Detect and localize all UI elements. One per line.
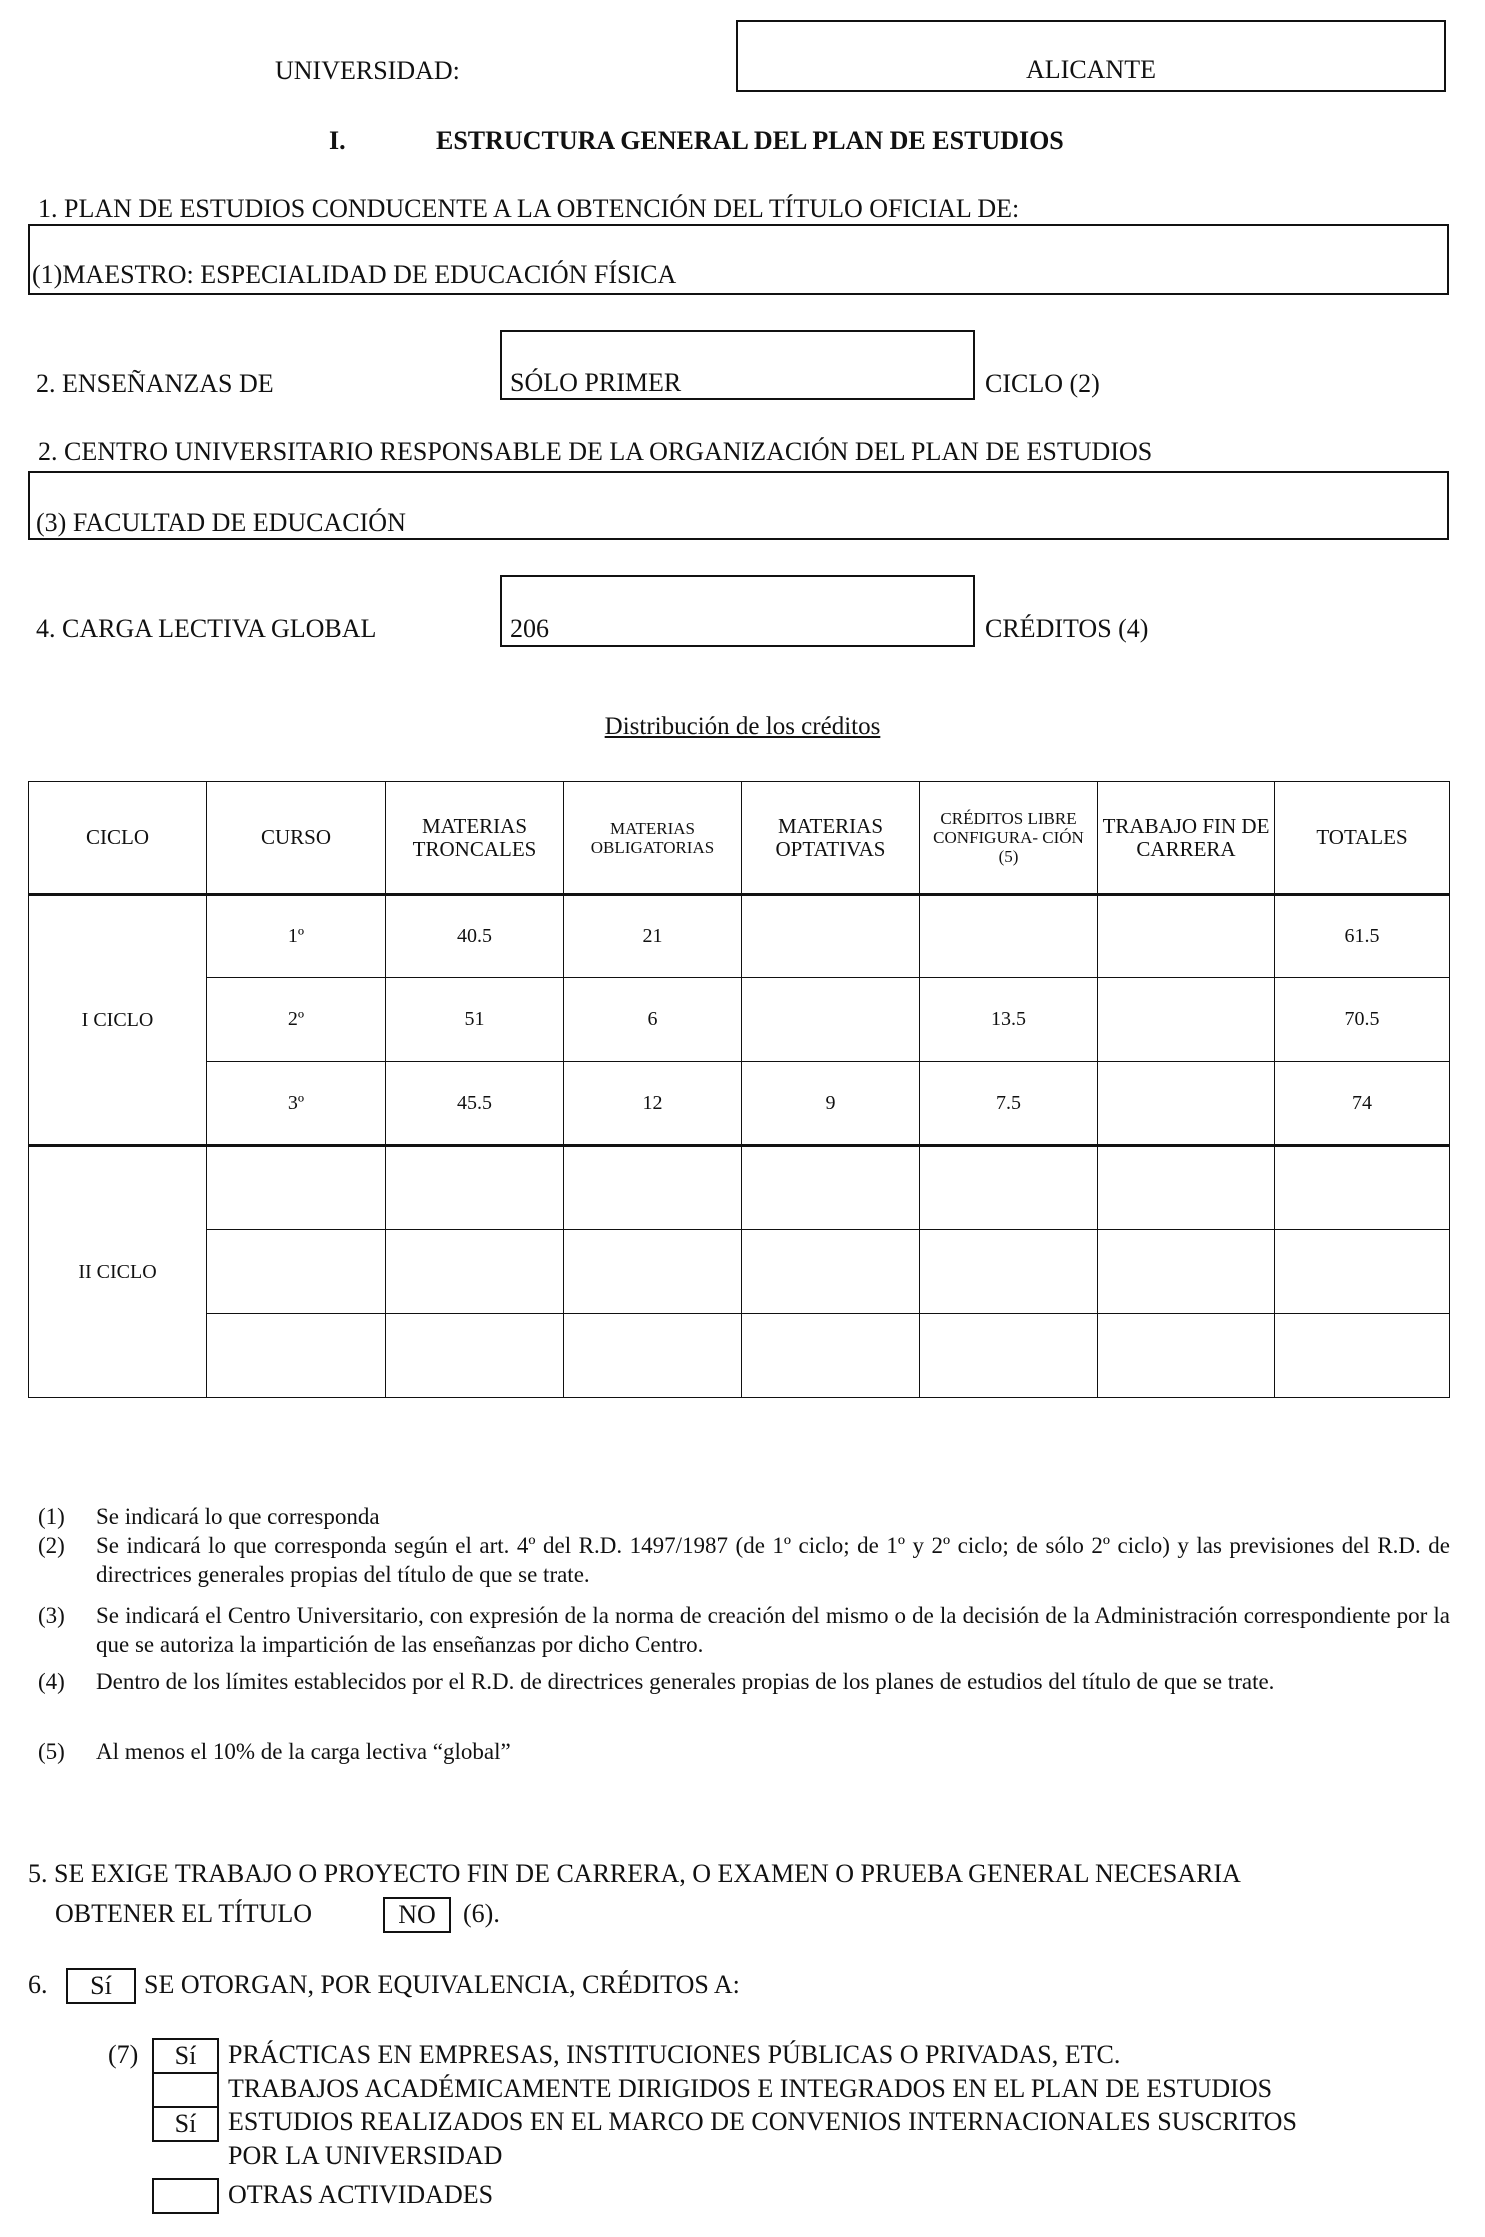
distribution-title: Distribución de los créditos (604, 713, 881, 740)
cell-optativas: 9 (742, 1062, 920, 1146)
header-libre: CRÉDITOS LIBRE CONFIGURA- CIÓN (5) (920, 782, 1098, 895)
header-trabajo: TRABAJO FIN DE CARRERA (1098, 782, 1275, 895)
item7-option-estudios-line2: POR LA UNIVERSIDAD (228, 2141, 503, 2170)
cell-optativas (742, 895, 920, 978)
header-obligatorias: MATERIAS OBLIGATORIAS (564, 782, 742, 895)
table-row (29, 1314, 1450, 1398)
cell-troncales: 45.5 (386, 1062, 564, 1146)
item7-check-estudios: Sí (152, 2106, 219, 2142)
item5-answer-box: NO (383, 1897, 451, 1933)
item5-line2-prefix: OBTENER EL TÍTULO (55, 1899, 313, 1928)
item7-option-trabajos: TRABAJOS ACADÉMICAMENTE DIRIGIDOS E INTEGRADOS EN EL PLAN DE ESTUDIOS (228, 2074, 1273, 2103)
item3-value: (3) FACULTAD DE EDUCACIÓN (36, 508, 406, 537)
cell-libre (920, 895, 1098, 978)
cell-optativas (742, 978, 920, 1062)
item7-option-estudios: ESTUDIOS REALIZADOS EN EL MARCO DE CONVENIOS INTERNACIONALES SUSCRITOS (228, 2107, 1297, 2136)
footnote-number: (1) (38, 1504, 65, 1529)
cell-obligatorias: 21 (564, 895, 742, 978)
universidad-value: ALICANTE (1026, 55, 1156, 84)
table-row (29, 1230, 1450, 1314)
item4-label: 4. CARGA LECTIVA GLOBAL (36, 614, 377, 643)
item7-check-otras (152, 2178, 219, 2214)
table-row (29, 895, 1450, 978)
footnote-text: Dentro de los límites establecidos por el R.D. de directrices generales propias de los planes de estudios del título de que se trate. (96, 1669, 1275, 1694)
cell-curso: 2º (207, 978, 386, 1062)
universidad-label: UNIVERSIDAD: (275, 56, 460, 85)
cell-totales: 61.5 (1275, 895, 1450, 978)
footnote-text: Se indicará lo que corresponda (96, 1504, 380, 1529)
section-number: I. (329, 126, 346, 155)
item4-suffix: CRÉDITOS (4) (985, 614, 1149, 643)
item6-number: 6. (28, 1970, 48, 1999)
item2-label: 2. ENSEÑANZAS DE (36, 369, 274, 398)
cell-curso: 1º (207, 895, 386, 978)
footnote-number: (5) (38, 1739, 65, 1764)
item4-box (500, 575, 975, 647)
item7-option-practicas: PRÁCTICAS EN EMPRESAS, INSTITUCIONES PÚBLICAS O PRIVADAS, ETC. (228, 2040, 1121, 2069)
cell-libre: 13.5 (920, 978, 1098, 1062)
item1-label: 1. PLAN DE ESTUDIOS CONDUCENTE A LA OBTENCIÓN DEL TÍTULO OFICIAL DE: (38, 194, 1020, 223)
footnote-number: (4) (38, 1669, 65, 1694)
cell-trabajo (1098, 1062, 1275, 1146)
table-row (29, 1062, 1450, 1146)
header-optativas: MATERIAS OPTATIVAS (742, 782, 920, 895)
footnote-number: (2) (38, 1533, 65, 1558)
item1-value: (1)MAESTRO: ESPECIALIDAD DE EDUCACIÓN FÍSICA (32, 260, 677, 289)
universidad-box (736, 20, 1446, 92)
header-ciclo: CICLO (29, 782, 207, 895)
item7-option-otras: OTRAS ACTIVIDADES (228, 2180, 494, 2209)
item4-value: 206 (510, 614, 549, 643)
item7-check-trabajos (152, 2072, 219, 2108)
footnote-text: Se indicará el Centro Universitario, con expresión de la norma de creación del mismo o de la decisión de la Administración correspondiente por la que se autoriza la impartición de las enseñanzas por dicho Centro. (96, 1603, 1450, 1657)
cell-obligatorias: 6 (564, 978, 742, 1062)
cell-totales: 74 (1275, 1062, 1450, 1146)
item1-box (28, 224, 1449, 295)
footnote-number: (3) (38, 1603, 65, 1628)
item3-label: 2. CENTRO UNIVERSITARIO RESPONSABLE DE LA ORGANIZACIÓN DEL PLAN DE ESTUDIOS (38, 437, 1153, 466)
cell-curso: 3º (207, 1062, 386, 1146)
item2-value: SÓLO PRIMER (510, 368, 682, 397)
item2-suffix: CICLO (2) (985, 369, 1100, 398)
header-totales: TOTALES (1275, 782, 1450, 895)
item6-answer-box: Sí (66, 1968, 136, 2004)
cell-troncales: 51 (386, 978, 564, 1062)
section-title: ESTRUCTURA GENERAL DEL PLAN DE ESTUDIOS (436, 126, 1064, 155)
ciclo1-label: I CICLO (29, 895, 207, 1146)
table-row (29, 1146, 1450, 1230)
item3-box (28, 471, 1449, 540)
header-troncales: MATERIAS TRONCALES (386, 782, 564, 895)
ciclo2-label: II CICLO (29, 1146, 207, 1398)
item2-box (500, 330, 975, 400)
table-row (29, 978, 1450, 1062)
cell-totales: 70.5 (1275, 978, 1450, 1062)
item6-text: SE OTORGAN, POR EQUIVALENCIA, CRÉDITOS A: (144, 1970, 740, 1999)
footnote-text: Se indicará lo que corresponda según el art. 4º del R.D. 1497/1987 (de 1º ciclo; de 1º y 2º ciclo; de sólo 2º ciclo) y las previsiones del R.D. de directrices generales propias del título de que se trate. (96, 1533, 1450, 1587)
item5-line1: 5. SE EXIGE TRABAJO O PROYECTO FIN DE CARRERA, O EXAMEN O PRUEBA GENERAL NECESARIA (28, 1859, 1241, 1888)
cell-trabajo (1098, 978, 1275, 1062)
cell-trabajo (1098, 895, 1275, 978)
item5-line2-suffix: (6). (463, 1899, 500, 1928)
cell-libre: 7.5 (920, 1062, 1098, 1146)
item7-number: (7) (108, 2040, 139, 2069)
credit-distribution-table (28, 781, 1450, 1398)
item7-check-practicas: Sí (152, 2038, 219, 2074)
footnote-text: Al menos el 10% de la carga lectiva “global” (96, 1739, 511, 1764)
header-curso: CURSO (207, 782, 386, 895)
cell-troncales: 40.5 (386, 895, 564, 978)
cell-obligatorias: 12 (564, 1062, 742, 1146)
